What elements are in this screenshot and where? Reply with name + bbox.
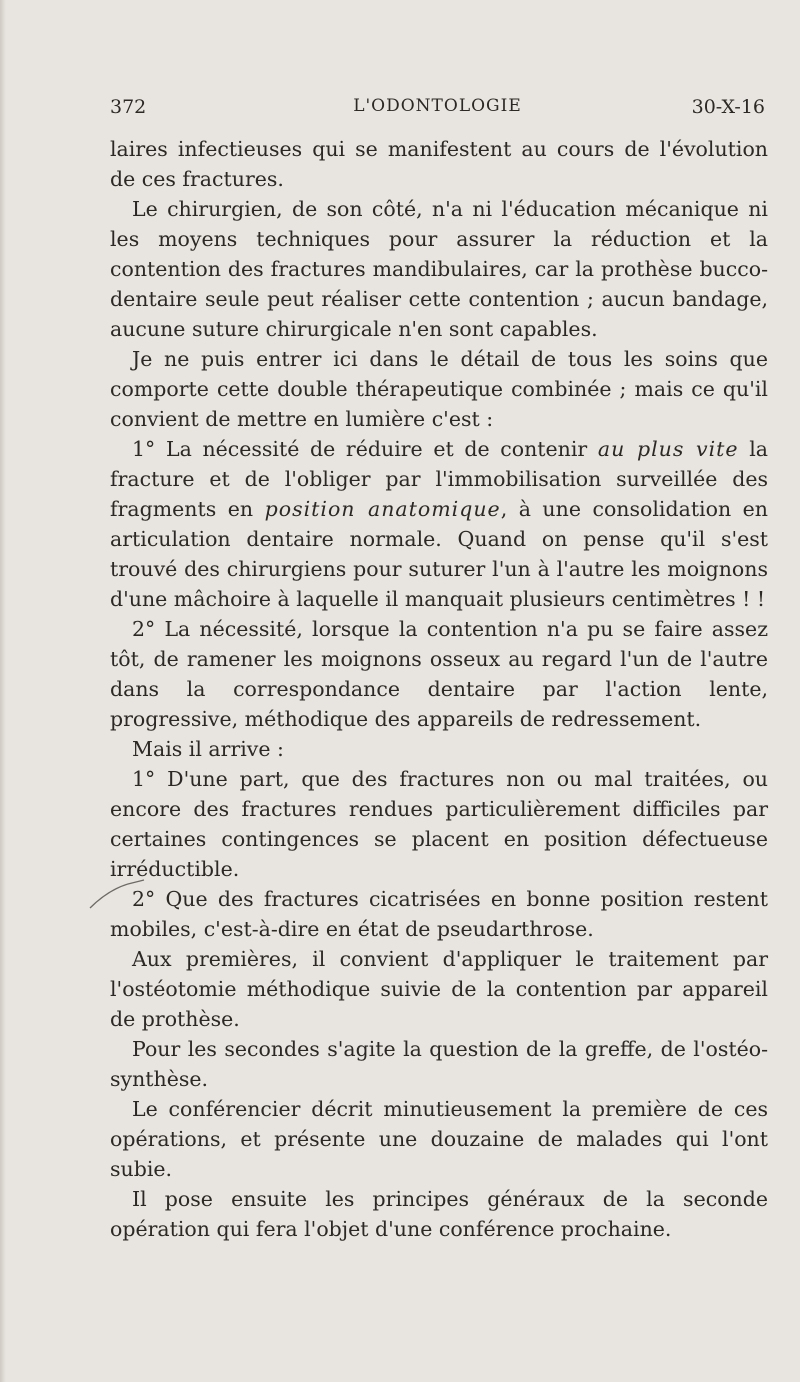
paragraph — [110, 134, 768, 194]
text-run: 2° Que des fractures cicatrisées en bonne position restent mobiles, c'est-à-dire en état de pseudarthrose. — [110, 887, 768, 941]
paragraph — [110, 764, 768, 884]
text-run: Mais il arrive : — [132, 737, 284, 761]
running-header — [110, 96, 765, 124]
page-number: 372 — [110, 96, 147, 118]
text-run: Il pose ensuite les principes généraux de la seconde opération qui fera l'objet d'une conférence prochaine. — [110, 1187, 768, 1241]
issue-date: 30-X-16 — [691, 96, 765, 118]
text-run: 1° La nécessité de réduire et de contenir — [132, 437, 598, 461]
paragraph — [110, 344, 768, 434]
text-run: , à une consolidation en articulation dentaire normale. Quand on pense qu'il s'est trouvé des chirurgiens pour suturer l'un à l'autre les moignons d'une mâchoire à laquelle il manquait plusieurs centimètres ! ! — [110, 497, 768, 611]
paragraph — [110, 614, 768, 734]
italic-phrase: au plus vite — [597, 437, 739, 461]
paragraph — [110, 1034, 768, 1094]
paragraph — [110, 1184, 768, 1244]
paragraph — [110, 434, 768, 614]
text-run: Je ne puis entrer ici dans le détail de tous les soins que comporte cette double thérapeutique combinée ; mais ce qu'il convient de mettre en lumière c'est : — [110, 347, 768, 431]
paragraph — [110, 884, 768, 944]
text-run: Aux premières, il convient d'appliquer le traitement par l'ostéotomie méthodique suivie de la contention par appareil de prothèse. — [110, 947, 768, 1031]
text-run: laires infectieuses qui se manifestent au cours de l'évolution de ces fractures. — [110, 137, 768, 191]
page-edge-shadow — [0, 0, 6, 1382]
paragraph — [110, 194, 768, 344]
text-run: Pour les secondes s'agite la question de la greffe, de l'ostéo-synthèse. — [110, 1037, 768, 1091]
text-run: Le conférencier décrit minutieusement la première de ces opérations, et présente une douzaine de malades qui l'ont subie. — [110, 1097, 768, 1181]
article-body — [110, 134, 768, 1244]
text-run: 1° D'une part, que des fractures non ou mal traitées, ou encore des fractures rendues particulièrement difficiles par certaines contingences se placent en position défectueuse irréductible. — [110, 767, 768, 881]
text-run: Le chirurgien, de son côté, n'a ni l'éducation mécanique ni les moyens techniques pour assurer la réduction et la contention des fractures mandibulaires, car la prothèse bucco-dentaire seule peut réaliser cette contention ; aucun bandage, aucune suture chirurgicale n'en sont capables. — [110, 197, 768, 341]
text-run: la fracture et de l'obliger par l'immobilisation surveillée des fragments en — [110, 437, 768, 521]
text-run: 2° La nécessité, lorsque la contention n'a pu se faire assez tôt, de ramener les moignons osseux au regard l'un de l'autre dans la correspondance dentaire par l'action lente, progressive, méthodique des appareils de redressement. — [110, 617, 768, 731]
paragraph — [110, 1094, 768, 1184]
italic-phrase: position anatomique — [264, 497, 501, 521]
paragraph — [110, 944, 768, 1034]
paragraph — [110, 734, 768, 764]
journal-title: L'ODONTOLOGIE — [353, 96, 522, 116]
